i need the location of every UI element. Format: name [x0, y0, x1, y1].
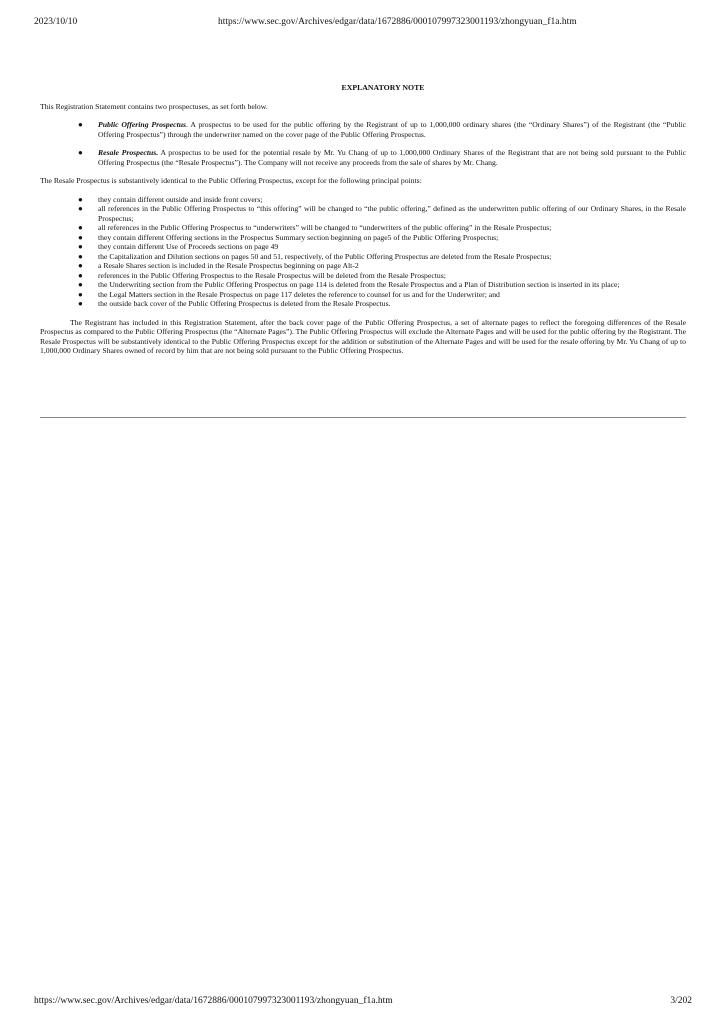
bullet-icon: ●: [78, 204, 83, 213]
intro-paragraph: This Registration Statement contains two prospectuses, as set forth below.: [40, 101, 268, 111]
difference-text: they contain different Use of Proceeds sections on page 49: [98, 242, 279, 251]
prospectus-description: . A prospectus to be used for the public offering by the Registrant of up to 1,000,000 ordinary shares (the “Ordinary Shares”) of the Registrant (the “Public Offering Prospectus”) through the underwriter named on the cover page of the Public Offering Prospectus.: [98, 120, 686, 139]
prospectus-list: [40, 120, 686, 167]
differences-list: [40, 195, 686, 309]
page-title: EXPLANATORY NOTE: [341, 83, 425, 92]
print-footer-url: https://www.sec.gov/Archives/edgar/data/1672886/000107997323001193/zhongyuan_f1a.htm: [34, 996, 393, 1006]
bullet-icon: ●: [78, 223, 83, 232]
bullet-icon: ●: [78, 299, 83, 308]
difference-text: the Underwriting section from the Public Offering Prospectus on page 114 is deleted from the Resale Prospectus and a Plan of Distribution section is inserted in its place;: [98, 280, 620, 289]
bullet-icon: ●: [78, 232, 83, 242]
prospectus-name: Public Offering Prospectus: [98, 120, 186, 129]
difference-text: the Legal Matters section in the Resale Prospectus on page 117 deletes the reference to counsel for us and for the Underwriter; and: [98, 289, 500, 299]
bullet-icon: ●: [78, 289, 83, 299]
difference-text: they contain different outside and inside front covers;: [98, 194, 263, 204]
list-item: [40, 195, 686, 205]
difference-text: references in the Public Offering Prospectus to the Resale Prospectus will be deleted from the Resale Prospectus;: [98, 270, 446, 280]
section-divider: [40, 417, 686, 418]
differences-intro: The Resale Prospectus is substantively identical to the Public Offering Prospectus, except for the following principal points:: [40, 176, 422, 185]
list-item: [40, 204, 686, 223]
list-item: [40, 271, 686, 281]
difference-text: all references in the Public Offering Prospectus to “this offering” will be changed to “the public offering,” defined as the underwritten public offering of our Ordinary Shares, in the Resale Prospectus;: [98, 204, 686, 223]
list-item: [40, 299, 686, 309]
list-item: [40, 290, 686, 300]
bullet-icon: ●: [78, 261, 83, 270]
difference-text: a Resale Shares section is included in the Resale Prospectus beginning on page Alt-2: [98, 261, 359, 270]
bullet-icon: ●: [78, 194, 83, 204]
document-body: [40, 83, 686, 365]
print-header-url: https://www.sec.gov/Archives/edgar/data/1672886/000107997323001193/zhongyuan_f1a.htm: [218, 17, 577, 27]
bullet-icon: ●: [78, 120, 83, 129]
list-item: [40, 120, 686, 139]
list-item: [40, 252, 686, 262]
bullet-icon: ●: [78, 242, 83, 251]
difference-text: all references in the Public Offering Prospectus to “underwriters” will be changed to “underwriters of the public offering” in the Resale Prospectus;: [98, 223, 552, 232]
list-item: [40, 280, 686, 290]
bullet-icon: ●: [78, 280, 83, 289]
difference-text: the Capitalization and Dilution sections on pages 50 and 51, respectively, of the Public Offering Prospectus are deleted from the Resale Prospectus;: [98, 251, 552, 261]
prospectus-name: Resale Prospectus.: [98, 148, 159, 157]
difference-text: they contain different Offering sections in the Prospectus Summary section beginning on page5 of the Public Offering Prospectus;: [98, 232, 499, 242]
list-item: [40, 148, 686, 167]
bullet-icon: ●: [78, 270, 83, 280]
list-item: [40, 223, 686, 233]
closing-paragraph: The Registrant has included in this Registration Statement, after the back cover page of the Public Offering Prospectus, a set of alternate pages to reflect the foregoing differences of the Resale Prospectus as compared to the Public Offering Prospectus (the “Alternate Pages”). The Public Offering Prospectus will exclude the Alternate Pages and will be used for the public offering by the Registrant. The Resale Prospectus will be substantively identical to the Public Offering Prospectus except for the addition or substitution of the Alternate Pages and will be used for the resale offering by Mr. Yu Chang of up to 1,000,000 Ordinary Shares owned of record by him that are not being sold pursuant to the Public Offering Prospectus.: [40, 317, 686, 355]
difference-text: the outside back cover of the Public Offering Prospectus is deleted from the Resale Prospectus.: [98, 299, 391, 308]
prospectus-description: A prospectus to be used for the potential resale by Mr. Yu Chang of up to 1,000,000 Ordinary Shares of the Registrant that are not being sold pursuant to the Public Offering Prospectus (the “Resale Prospectus”). The Company will not receive any proceeds from the sale of shares by Mr. Chang.: [98, 148, 686, 167]
bullet-icon: ●: [78, 148, 83, 157]
page-number: 3/202: [670, 996, 692, 1006]
print-date: 2023/10/10: [34, 17, 78, 27]
list-item: [40, 261, 686, 271]
list-item: [40, 233, 686, 243]
bullet-icon: ●: [78, 251, 83, 261]
list-item: [40, 242, 686, 252]
